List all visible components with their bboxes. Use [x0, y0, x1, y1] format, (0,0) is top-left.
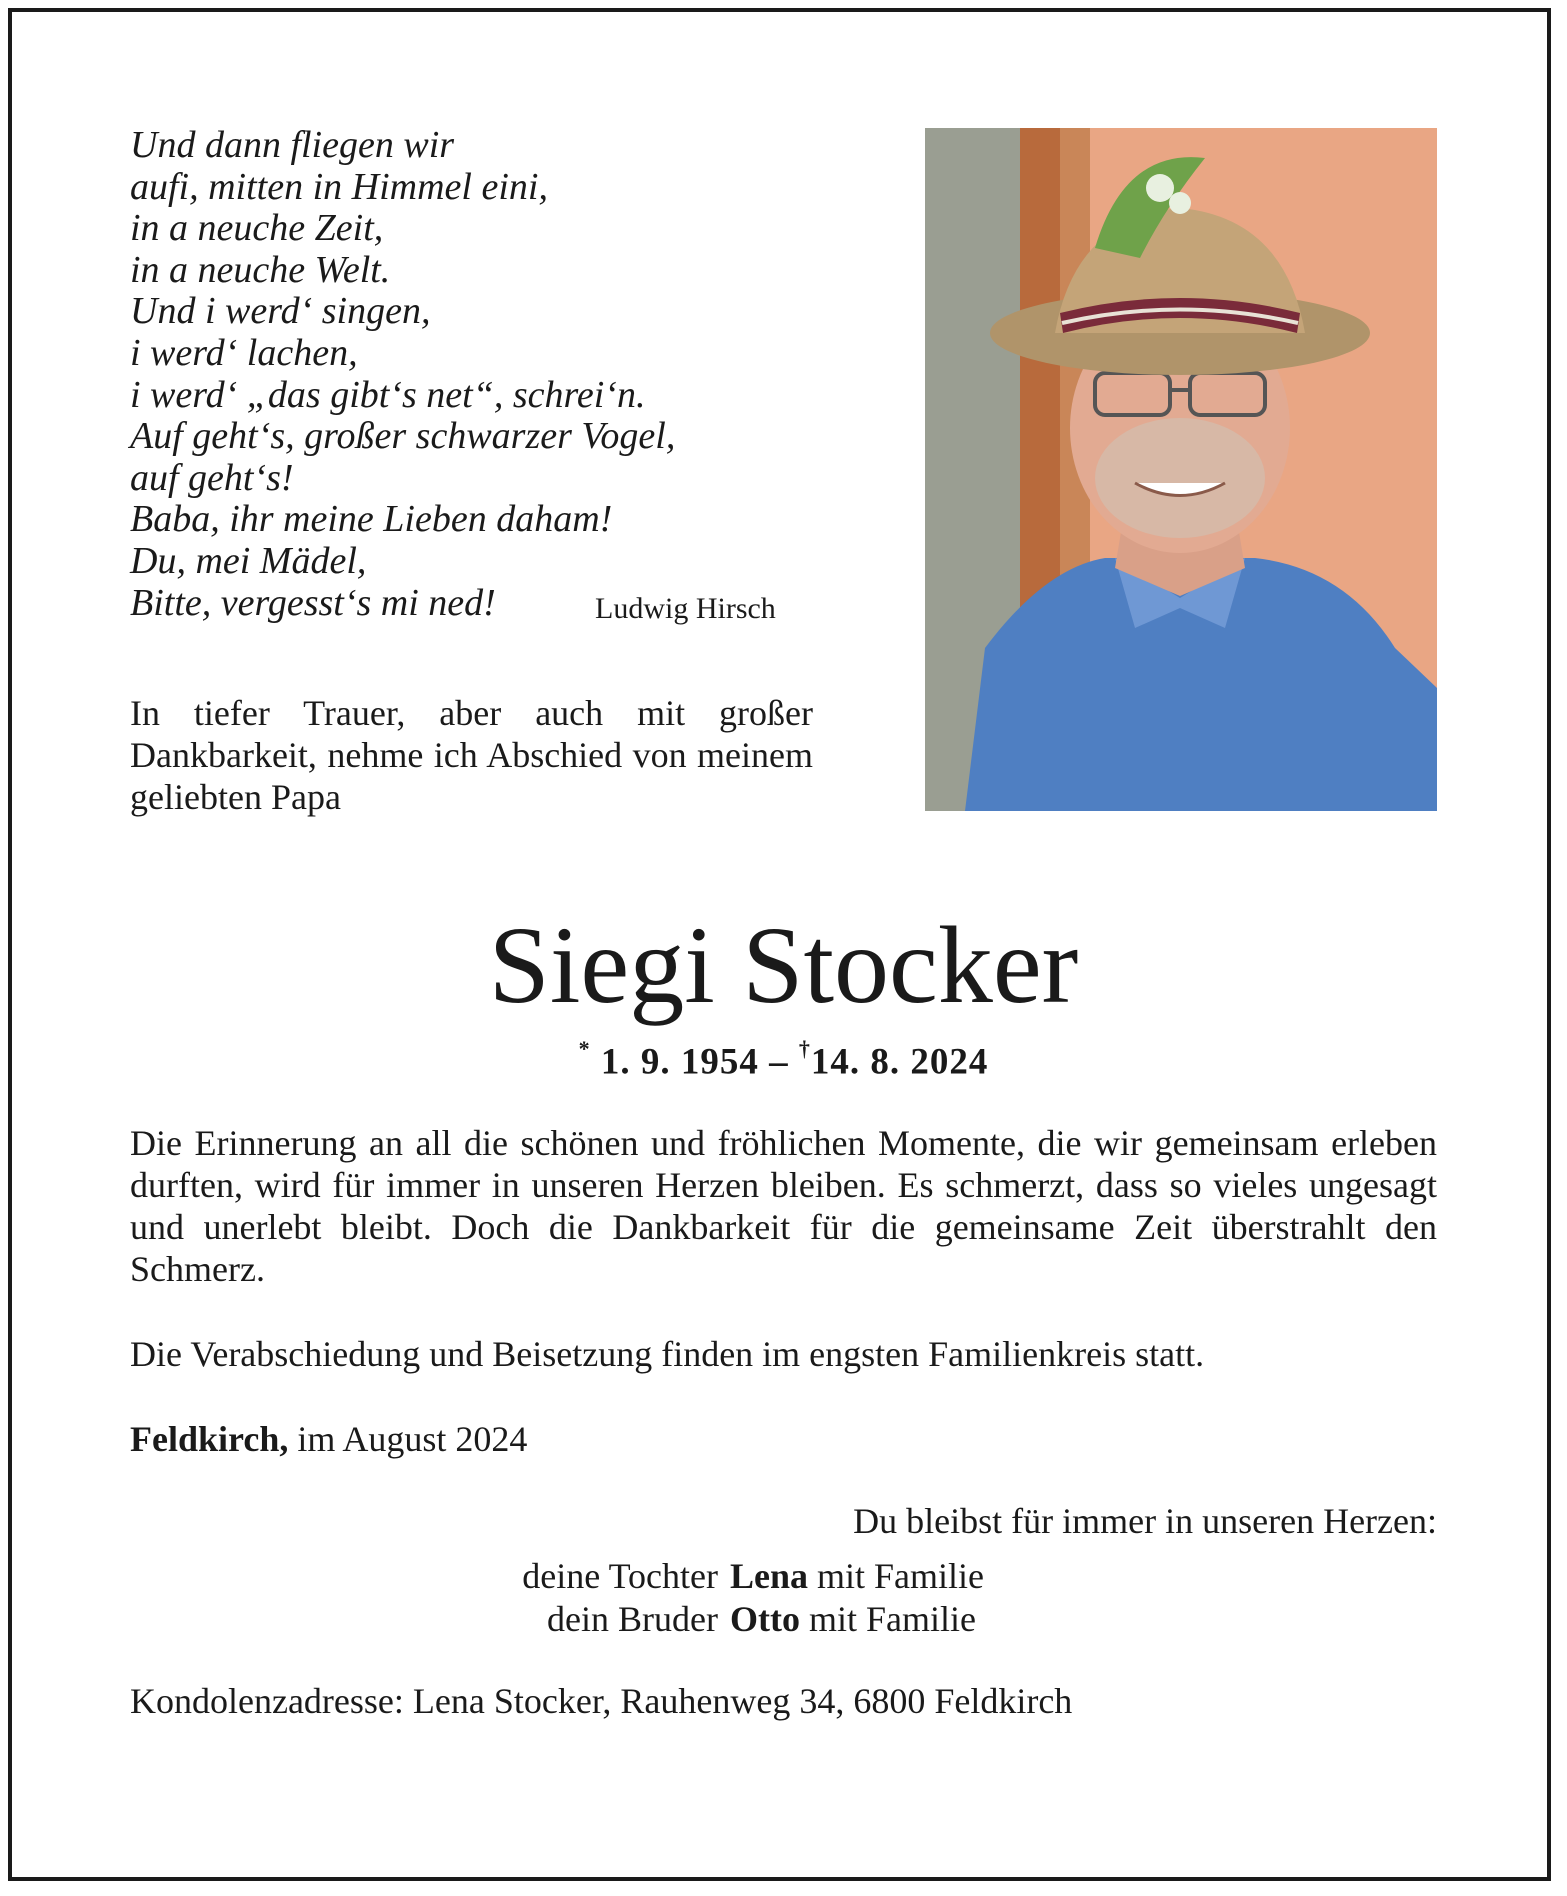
place-date	[130, 1418, 527, 1460]
hearts-line: Du bleibst für immer in unseren Herzen:	[853, 1501, 1437, 1541]
mourner-entry	[730, 1555, 984, 1598]
poem-line: in a neuche Zeit,	[130, 207, 384, 250]
mourner-suffix: mit Familie	[808, 1599, 976, 1639]
poem-author: Ludwig Hirsch	[595, 592, 776, 625]
poem	[130, 125, 675, 624]
mourner-relation: deine Tochter	[522, 1556, 718, 1596]
place-city: Feldkirch,	[130, 1419, 289, 1459]
poem-line: in a neuche Welt.	[130, 248, 391, 291]
portrait-photo	[925, 128, 1437, 811]
memory-text: Die Erinnerung an all die schönen und fröhlichen Momente, die wir gemeinsam erleben durften, wird für immer in unseren Herzen bleiben. Es schmerzt, dass so vieles ungesagt und unerlebt bleibt. Doch die Dankbarkeit für die gemeinsame Zeit überstrahlt den Schmerz.	[130, 1123, 1437, 1289]
poem-line: aufi, mitten in Himmel eini,	[130, 165, 548, 208]
poem-line: Und dann fliegen wir	[130, 124, 455, 166]
place-date-text: im August 2024	[297, 1419, 528, 1459]
birth-symbol: *	[578, 1036, 591, 1061]
poem-line: Auf geht‘s, großer schwarzer Vogel,	[130, 415, 676, 458]
condolence-address: Kondolenzadresse: Lena Stocker, Rauhenweg 34, 6800 Feldkirch	[130, 1681, 1073, 1721]
birth-date: 1. 9. 1954	[600, 1041, 759, 1083]
poem-line: Baba, ihr meine Lieben daham!	[130, 498, 613, 541]
portrait-illustration	[925, 128, 1437, 811]
death-symbol: †	[798, 1036, 811, 1061]
mourners-list	[400, 1555, 1100, 1641]
poem-line: auf geht‘s!	[130, 456, 294, 499]
deceased-name: Siegi Stocker	[488, 904, 1079, 1026]
death-date: 14. 8. 2024	[810, 1041, 989, 1083]
mourner-row	[400, 1598, 1100, 1641]
intro-text: In tiefer Trauer, aber auch mit großer Dankbarkeit, nehme ich Abschied von meinem geliebten Papa	[130, 693, 813, 817]
mourner-name: Lena	[730, 1556, 809, 1596]
poem-line: i werd‘ „das gibt‘s net“, schrei‘n.	[130, 373, 646, 416]
life-dates	[0, 1036, 1567, 1083]
poem-line: Bitte, vergesst‘s mi ned!	[130, 581, 496, 624]
poem-line: Und i werd‘ singen,	[130, 290, 431, 333]
mourner-name: Otto	[730, 1599, 800, 1639]
mourner-row	[400, 1555, 1100, 1598]
poem-line: i werd‘ lachen,	[130, 331, 358, 374]
poem-line: Du, mei Mädel,	[130, 539, 367, 582]
mourner-suffix: mit Familie	[817, 1556, 985, 1596]
ceremony-text: Die Verabschiedung und Beisetzung finden im engsten Familienkreis statt.	[130, 1334, 1205, 1374]
mourner-entry	[730, 1598, 976, 1641]
date-separator: –	[769, 1041, 789, 1083]
mourner-relation: dein Bruder	[547, 1599, 718, 1639]
